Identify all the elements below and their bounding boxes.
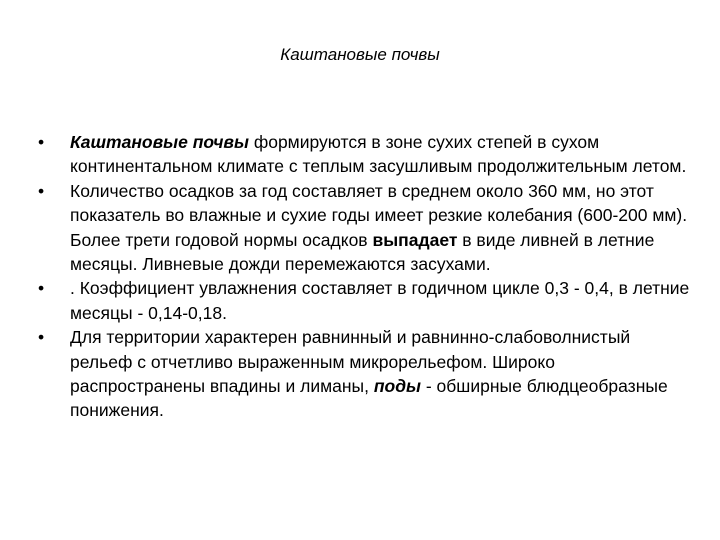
bullet-icon: • <box>38 327 45 348</box>
bullet-emphasis: Каштановые почвы <box>70 132 249 152</box>
bullet-item <box>32 325 692 423</box>
bullet-text: . Коэффициент увлажнения составляет в годичном цикле 0,3 - 0,4, в летние месяцы - 0,14-0,18. <box>70 278 690 323</box>
bullet-icon: • <box>38 132 45 152</box>
bullet-text: формируются в зоне сухих степей в сухом континентальном климате с теплым засушливым продолжительным летом. <box>70 132 687 177</box>
bullet-emphasis: поды <box>373 376 421 397</box>
bullet-emphasis: выпадает <box>372 229 458 250</box>
bullet-item <box>32 179 692 277</box>
bullet-text: Количество осадков за год составляет в среднем около 360 мм, но этот показатель во влажные и сухие годы имеет резкие колебания (600-200 мм). Более трети годовой нормы осадков <box>70 180 688 250</box>
bullet-text: в виде ливней в летние месяцы. Ливневые дожди перемежаются засухами. <box>70 229 655 275</box>
bullet-item <box>32 130 692 179</box>
bullet-icon: • <box>38 278 45 299</box>
bullet-text: Для территории характерен равнинный и равнинно-слабоволнистый рельеф с отчетливо выраженным микрорельефом. Широко распространены впадины и лиманы, <box>70 327 631 397</box>
bullet-text: - обширные блюдцеобразные понижения. <box>70 376 668 421</box>
bullet-list <box>32 130 692 423</box>
bullet-icon: • <box>38 180 45 201</box>
slide-title: Каштановые почвы <box>280 45 440 64</box>
bullet-item <box>32 276 692 325</box>
